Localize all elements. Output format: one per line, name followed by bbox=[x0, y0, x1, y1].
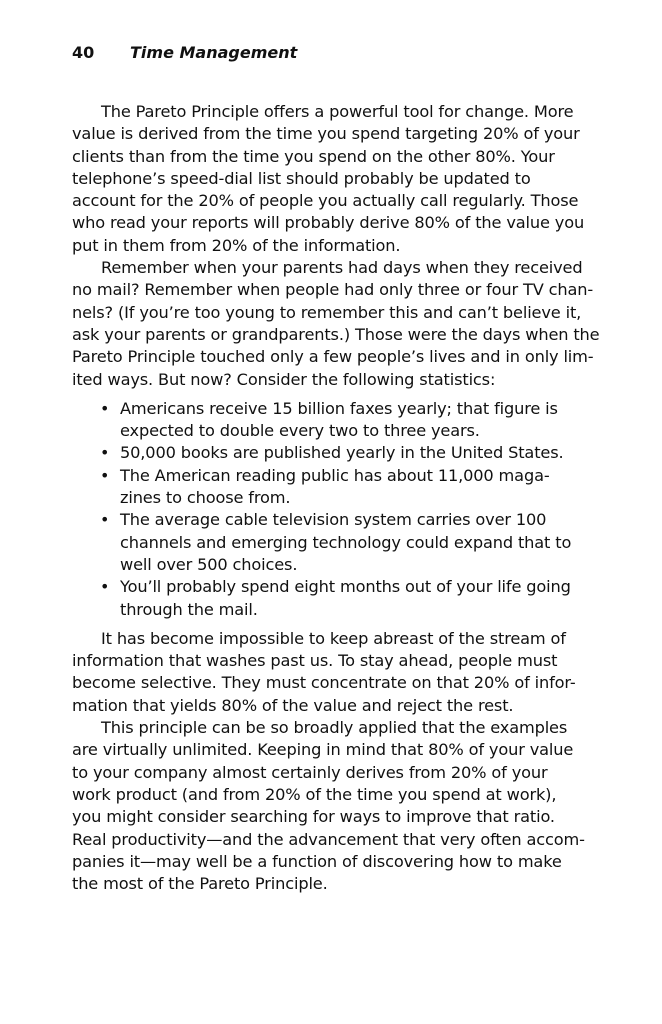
bullet-item bbox=[72, 442, 592, 464]
running-header bbox=[72, 42, 297, 64]
bullet-icon: • bbox=[100, 398, 110, 418]
bullet-icon: • bbox=[100, 577, 110, 597]
text-line: ask your parents or grandparents.) Those were the days when the bbox=[72, 324, 600, 344]
text-line: Americans receive 15 billion faxes yearly; that figure is bbox=[120, 398, 558, 418]
text-line: 50,000 books are published yearly in the United States. bbox=[120, 443, 564, 463]
paragraph-broadly-applied bbox=[72, 717, 592, 895]
text-line: It has become impossible to keep abreast of the stream of bbox=[101, 628, 566, 648]
text-line: value is derived from the time you spend targeting 20% of your bbox=[72, 124, 580, 144]
text-line: information that washes past us. To stay ahead, people must bbox=[72, 651, 558, 671]
text-line: This principle can be so broadly applied that the examples bbox=[101, 718, 568, 738]
text-line: you might consider searching for ways to improve that ratio. bbox=[72, 807, 555, 827]
text-line: Pareto Principle touched only a few people’s lives and in only lim- bbox=[72, 347, 594, 367]
paragraph-pareto-intro bbox=[72, 101, 592, 257]
bullet-icon: • bbox=[100, 465, 110, 485]
text-line: well over 500 choices. bbox=[120, 554, 298, 574]
text-line: no mail? Remember when people had only three or four TV chan- bbox=[72, 280, 594, 300]
text-line: expected to double every two to three years. bbox=[120, 421, 480, 441]
text-line: The average cable television system carries over 100 bbox=[120, 510, 547, 530]
page-number: 40 bbox=[72, 43, 95, 62]
bullet-item bbox=[72, 398, 592, 443]
paragraph-remember bbox=[72, 257, 600, 391]
text-line: to your company almost certainly derives from 20% of your bbox=[72, 762, 548, 782]
text-line: mation that yields 80% of the value and reject the rest. bbox=[72, 695, 514, 715]
text-line: zines to choose from. bbox=[120, 488, 291, 508]
text-line: The American reading public has about 11,000 maga- bbox=[120, 465, 550, 485]
text-line: become selective. They must concentrate on that 20% of infor- bbox=[72, 673, 576, 693]
text-line: You’ll probably spend eight months out of your life going bbox=[120, 577, 571, 597]
text-line: panies it—may well be a function of discovering how to make bbox=[72, 851, 562, 871]
text-line: ited ways. But now? Consider the following statistics: bbox=[72, 369, 496, 389]
bullet-icon: • bbox=[100, 510, 110, 530]
statistics-bullet-list bbox=[72, 398, 592, 621]
text-line: clients than from the time you spend on the other 80%. Your bbox=[72, 146, 555, 166]
text-line: through the mail. bbox=[120, 599, 258, 619]
body-text bbox=[72, 101, 600, 895]
text-line: nels? (If you’re too young to remember this and can’t believe it, bbox=[72, 302, 582, 322]
text-line: work product (and from 20% of the time you spend at work), bbox=[72, 784, 557, 804]
bullet-item bbox=[72, 576, 592, 621]
bullet-item bbox=[72, 465, 592, 510]
chapter-title: Time Management bbox=[130, 43, 298, 62]
text-line: The Pareto Principle offers a powerful tool for change. More bbox=[101, 102, 574, 121]
bullet-item bbox=[72, 509, 592, 576]
text-line: Remember when your parents had days when they received bbox=[101, 258, 583, 278]
text-line: telephone’s speed-dial list should probably be updated to bbox=[72, 168, 531, 188]
bullet-icon: • bbox=[100, 443, 110, 463]
text-line: channels and emerging technology could expand that to bbox=[120, 532, 572, 552]
text-line: account for the 20% of people you actually call regularly. Those bbox=[72, 191, 579, 211]
text-line: are virtually unlimited. Keeping in mind that 80% of your value bbox=[72, 740, 574, 760]
text-line: who read your reports will probably derive 80% of the value you bbox=[72, 213, 585, 233]
text-line: put in them from 20% of the information. bbox=[72, 235, 401, 255]
text-line: Real productivity—and the advancement that very often accom- bbox=[72, 829, 585, 849]
paragraph-selective bbox=[72, 628, 592, 717]
text-line: the most of the Pareto Principle. bbox=[72, 874, 328, 894]
